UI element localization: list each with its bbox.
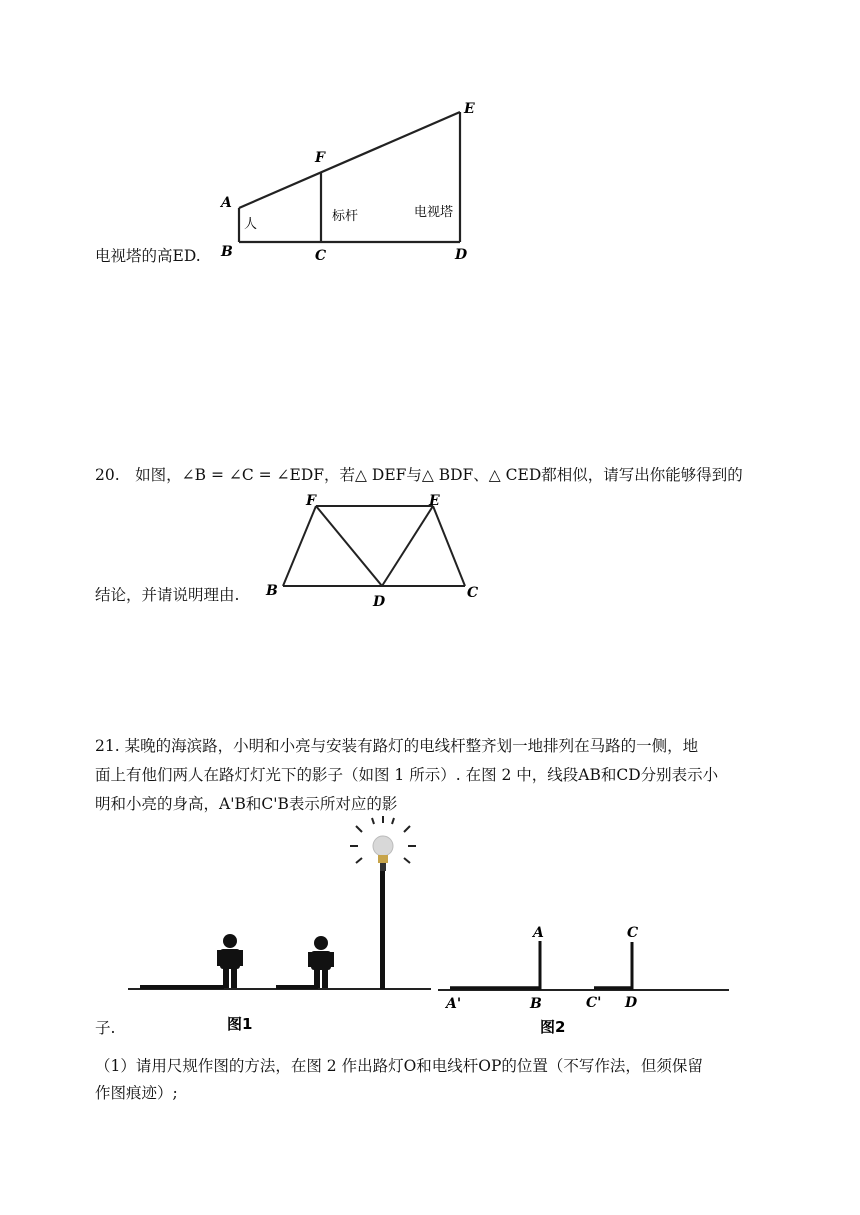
- q20-label-f: F: [306, 493, 316, 509]
- q19-label-f: F: [315, 150, 325, 166]
- fig2-label-a: A: [533, 925, 544, 941]
- q20-label-d: D: [373, 594, 386, 610]
- q20-line-bf: [283, 506, 316, 586]
- q20-label-b: B: [266, 583, 278, 599]
- q21-sub1-line1: （1）请用尺规作图的方法，在图 2 作出路灯O和电线杆OP的位置（不写作法，但须保留: [95, 1057, 703, 1075]
- q20-label-e: E: [429, 493, 440, 509]
- q19-label-a: A: [221, 195, 232, 211]
- fig1-person-2: [308, 936, 334, 988]
- q20-line-de: [382, 506, 433, 586]
- fig1-lamp-icon: [350, 816, 416, 871]
- q21-line1: 21. 某晚的海滨路，小明和小亮与安装有路灯的电线杆整齐划一地排列在马路的一侧，地: [95, 737, 699, 755]
- q21-line3: 明和小亮的身高，A'B和C'B表示所对应的影: [95, 795, 398, 813]
- q21-sub1-line2: 作图痕迹）;: [95, 1084, 178, 1102]
- q19-pole-label: 标杆: [332, 209, 359, 224]
- q20-label-c: C: [467, 585, 479, 601]
- q20-line-fd: [316, 506, 382, 586]
- fig2-label-c: C: [627, 925, 639, 941]
- q21-line2: 面上有他们两人在路灯灯光下的影子（如图 1 所示）. 在图 2 中，线段AB和CD分别表示小: [95, 766, 719, 784]
- q21-figure1: [128, 808, 433, 1038]
- fig2-label-b: B: [530, 996, 542, 1012]
- q20-line2: 结论，并请说明理由.: [95, 586, 240, 604]
- q20-line-ec: [433, 506, 465, 586]
- fig1-person-1: [217, 934, 243, 988]
- q20-line1: 20. 如图，∠B = ∠C = ∠EDF，若△ DEF与△ BDF、△ CED都相似，请写出你能够得到的: [95, 466, 743, 484]
- q19-line-ae: [239, 112, 460, 208]
- q21-line4: 子.: [95, 1019, 116, 1037]
- q20-figure: [262, 488, 492, 613]
- fig2-label-a-prime: A': [446, 996, 462, 1012]
- q19-person-label: 人: [244, 217, 258, 232]
- q19-label-b: B: [221, 244, 233, 260]
- q21-figure2: [436, 915, 736, 1040]
- fig1-pole: [380, 871, 385, 989]
- q19-label-d: D: [455, 247, 468, 263]
- q19-figure: [215, 95, 485, 265]
- fig1-caption: 图1: [227, 1015, 253, 1033]
- fig2-caption: 图2: [540, 1018, 566, 1036]
- fig2-label-d: D: [625, 995, 638, 1011]
- fig2-label-c-prime: C': [586, 995, 602, 1011]
- q19-tail-text: 电视塔的高ED.: [95, 247, 201, 265]
- q19-label-e: E: [464, 101, 475, 117]
- q19-label-c: C: [315, 248, 327, 264]
- q19-tower-label: 电视塔: [414, 205, 454, 220]
